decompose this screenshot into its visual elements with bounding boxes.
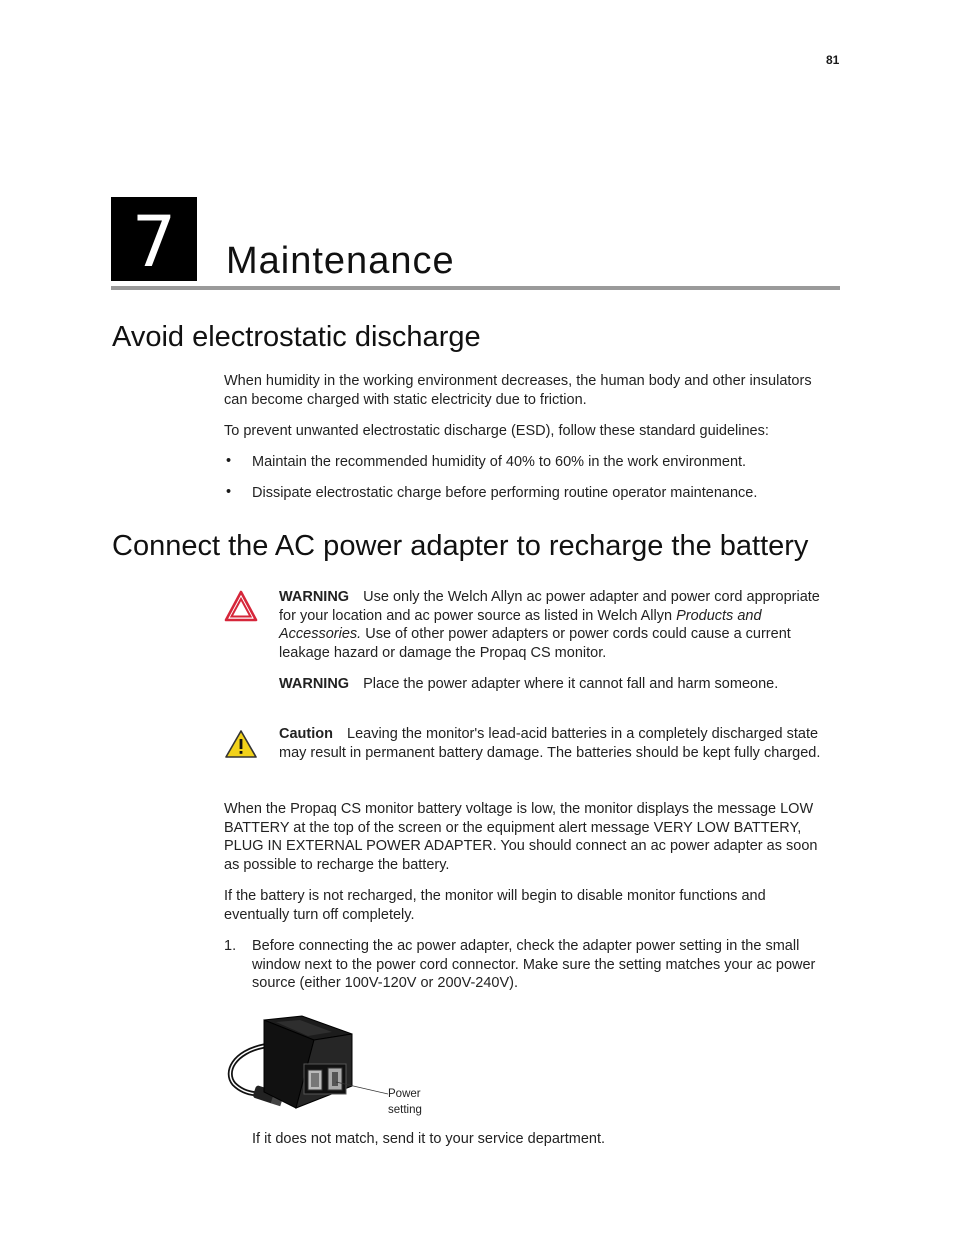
- esd-bullet-2: Dissipate electrostatic charge before performing routine operator maintenance.: [252, 485, 758, 501]
- warning-1-text-b: Use of other power adapters or power cords could cause a current leakage hazard or damage the Propaq CS monitor.: [279, 626, 791, 661]
- ac-paragraph-2: If the battery is not recharged, the monitor will begin to disable monitor functions and eventually turn off completely.: [224, 888, 766, 923]
- figure-callout: [388, 1086, 422, 1118]
- step-1-after-text: If it does not match, send it to your service department.: [252, 1131, 606, 1147]
- step-1-text: Before connecting the ac power adapter, check the adapter power setting in the small window next to the power cord connector. Make sure the setting matches your ac power source (either 100V-120V or 200V-240V).: [252, 938, 816, 991]
- caution-note: [279, 725, 839, 762]
- caution-text: Leaving the monitor's lead-acid batteries in a completely discharged state may result in permanent battery damage. The batteries should be kept fully charged.: [279, 726, 821, 761]
- esd-bullet-1: Maintain the recommended humidity of 40% to 60% in the work environment.: [252, 454, 747, 470]
- ac-paragraph-1: When the Propaq CS monitor battery voltage is low, the monitor displays the message LOW BATTERY at the top of the screen or the equipment alert message VERY LOW BATTERY, PLUG IN EXTERNAL POWER ADAPTER. You should connect an ac power adapter as soon as possible to recharge the battery.: [224, 801, 818, 873]
- section-heading-esd: Avoid electrostatic discharge: [112, 321, 481, 353]
- esd-paragraph-2: To prevent unwanted electrostatic discharge (ESD), follow these standard guidelines:: [224, 423, 769, 439]
- warning-2: [279, 675, 839, 694]
- warning-2-text: Place the power adapter where it cannot fall and harm someone.: [363, 676, 779, 692]
- warning-1: [279, 588, 839, 662]
- warning-label: WARNING: [279, 589, 350, 605]
- page-number: 81: [826, 53, 840, 67]
- bullet-marker: •: [226, 484, 232, 500]
- warning-1-italic: Products and Accessories.: [279, 607, 762, 642]
- caution-label: Caution: [279, 726, 333, 742]
- esd-paragraph-1: When humidity in the working environment decreases, the human body and other insulators can become charged with static electricity due to friction.: [224, 373, 812, 408]
- warning-triangle-icon: [224, 590, 258, 622]
- section-heading-ac-power: Connect the AC power adapter to recharge the battery: [112, 530, 809, 562]
- caution-triangle-icon: [224, 729, 258, 759]
- chapter-number: 7: [131, 201, 177, 283]
- figure-callout-line-1: Power: [388, 1088, 421, 1100]
- warning-1-text-a: Use only the Welch Allyn ac power adapter and power cord appropriate for your location and ac power source as listed in Welch Allyn: [279, 589, 820, 624]
- chapter-rule: [111, 286, 840, 290]
- chapter-title: Maintenance: [226, 240, 455, 282]
- bullet-marker: •: [226, 453, 232, 469]
- figure-callout-line-2: setting: [388, 1104, 422, 1116]
- step-number: 1.: [224, 938, 237, 954]
- warning-label: WARNING: [279, 676, 350, 692]
